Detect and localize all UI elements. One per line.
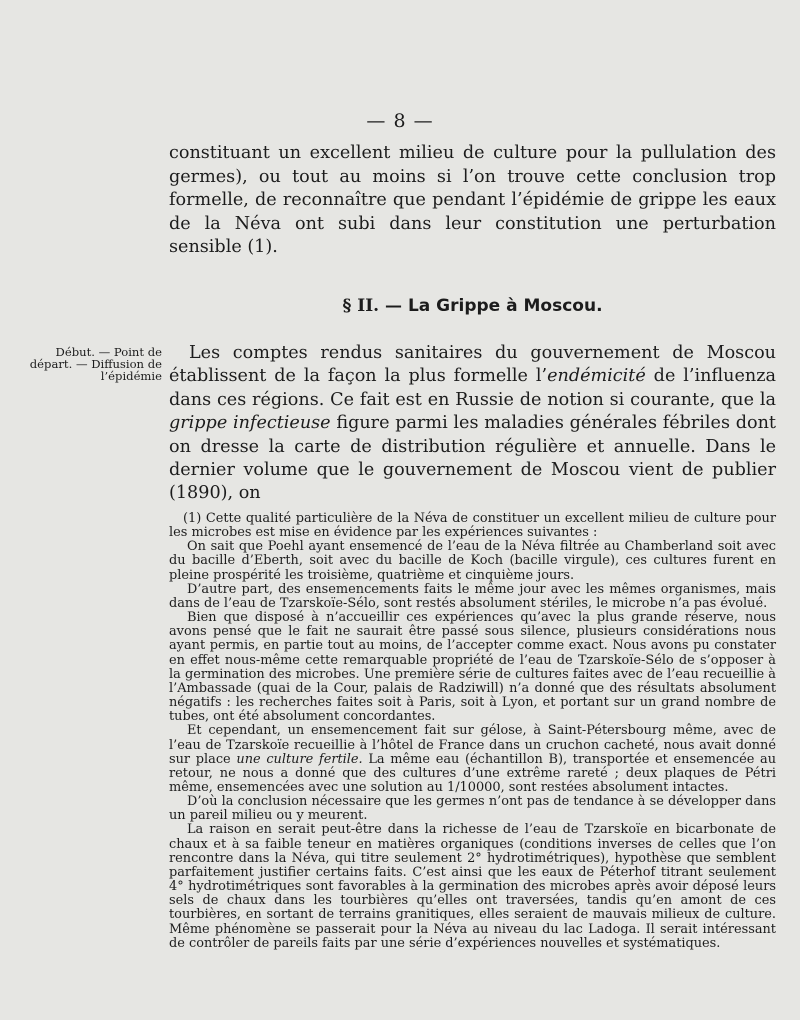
- footnote-paragraph-gelose: [169, 724, 776, 795]
- main-text-part-2: de l’influenza dans ces régions. Ce fait est en Russie de notion si courante, que la: [169, 366, 776, 410]
- footnote-gelose-part-2: La même eau (échantillon B), transportée et ensemencée au retour, ne nous a donné que des cultures d’une extrême rareté ; deux plaques de Pétri même, ensemencées avec une solution au 1/10000, sont restées absolument intactes.: [169, 751, 777, 795]
- footnote-paragraph-raison: La raison en serait peut-être dans la richesse de l’eau de Tzarskoïe en bicarbonate de chaux et à sa faible teneur en matières organiques (conditions inverses de celles que l’on rencontre dans la Néva, qui titre seulement 2° hydrotimétriques), hypothèse que semblent parfaitement justifier certains faits. C’est ainsi que les eaux de Péterhof titrant seulement 4° hydrotimétriques sont favorables à la germination des microbes après avoir déposé leurs sels de chaux dans les tourbières qu’elles ont traversées, tandis qu’en amont de ces tourbières, en sortant de terrains granitiques, elles seraient de mauvais milieux de culture. Même phénomène se passerait pour la Néva au niveau du lac Ladoga. Il serait intéressant de contrôler de pareils faits par une série d’expériences nouvelles et systématiques.: [169, 822, 776, 951]
- footnote-1: (1) Cette qualité particulière de la Néva de constituer un excellent milieu de culture pour les microbes est mise en évidence par les expériences suivantes :: [169, 511, 776, 541]
- footnote-paragraph-conclusion: D’où la conclusion nécessaire que les germes n’ont pas de tendance à se développer dans un pareil milieu ou y meurent.: [169, 794, 776, 824]
- footnote-gelose-part-1: Et cependant, un ensemencement fait sur gélose, à Saint-Pétersbourg même, avec de l’eau de Tzarskoïe recueillie à l’hôtel de France dans un cruchon cacheté, nous avait donné sur place: [169, 723, 776, 767]
- section-title: La Grippe à Moscou.: [407, 296, 603, 316]
- continuation-paragraph: constituant un excellent milieu de culture pour la pullulation des germes), ou tout au moins si l’on trouve cette conclusion trop formelle, de reconnaître que pendant l’épidémie de grippe les eaux de la Néva ont subi dans leur constitution une perturbation sensible (1).: [169, 143, 776, 257]
- section-number: § II. —: [342, 296, 403, 316]
- footnote-paragraph-reserve: Bien que disposé à n’accueillir ces expériences qu’avec la plus grande réserve, nous avons pensé que le fait ne saurait être passé sous silence, plusieurs considérations nous ayant permis, en partie tout au moins, de l’accepter comme exact. Nous avons pu constater en effet nous-même cette remarquable propriété de l’eau de Tzarskoïe-Sélo de s’opposer à la germination des microbes. Une première série de cultures faites avec de l’eau recueillie à l’Ambassade (quai de la Cour, palais de Radziwill) n’a donné que des résultats absolument négatifs : les recherches faites soit à Paris, soit à Lyon, et portant sur un grand nombre de tubes, ont été absolument concordantes.: [169, 610, 776, 725]
- main-italic-endemicite: endémicité: [547, 366, 646, 387]
- footnote-paragraph-tzarskoie: D’autre part, des ensemencements faits le même jour avec les mêmes organismes, mais dans de l’eau de Tzarskoïe-Sélo, sont restés absolument stériles, le microbe n’a pas évolué.: [169, 581, 776, 611]
- margin-note: Début. — Point de départ. — Diffusion de l’épidémie: [29, 345, 162, 384]
- main-text-part-3: figure parmi les maladies générales fébriles dont on dresse la carte de distribution régulière et annuelle. Dans le dernier volume que le gouvernement de Moscou vient de publier (1890), on: [169, 413, 776, 504]
- section-heading: [169, 296, 776, 316]
- page-number: — 8 —: [366, 110, 434, 132]
- footnote-paragraph-poehl: On sait que Poehl ayant ensemencé de l’eau de la Néva filtrée au Chamberland soit avec du bacille d’Eberth, soit avec du bacille de Koch (bacille virgule), ces cultures furent en pleine prospérité les troisième, quatrième et cinquième jours.: [169, 539, 776, 583]
- main-paragraph: [169, 342, 776, 506]
- footnote-gelose-italic: une culture fertile.: [236, 751, 363, 767]
- footnotes: [169, 512, 776, 951]
- main-text-part-1: Les comptes rendus sanitaires du gouvernement de Moscou établissent de la façon la plus formelle l’: [169, 343, 776, 387]
- main-italic-grippe: grippe infectieuse: [169, 413, 331, 434]
